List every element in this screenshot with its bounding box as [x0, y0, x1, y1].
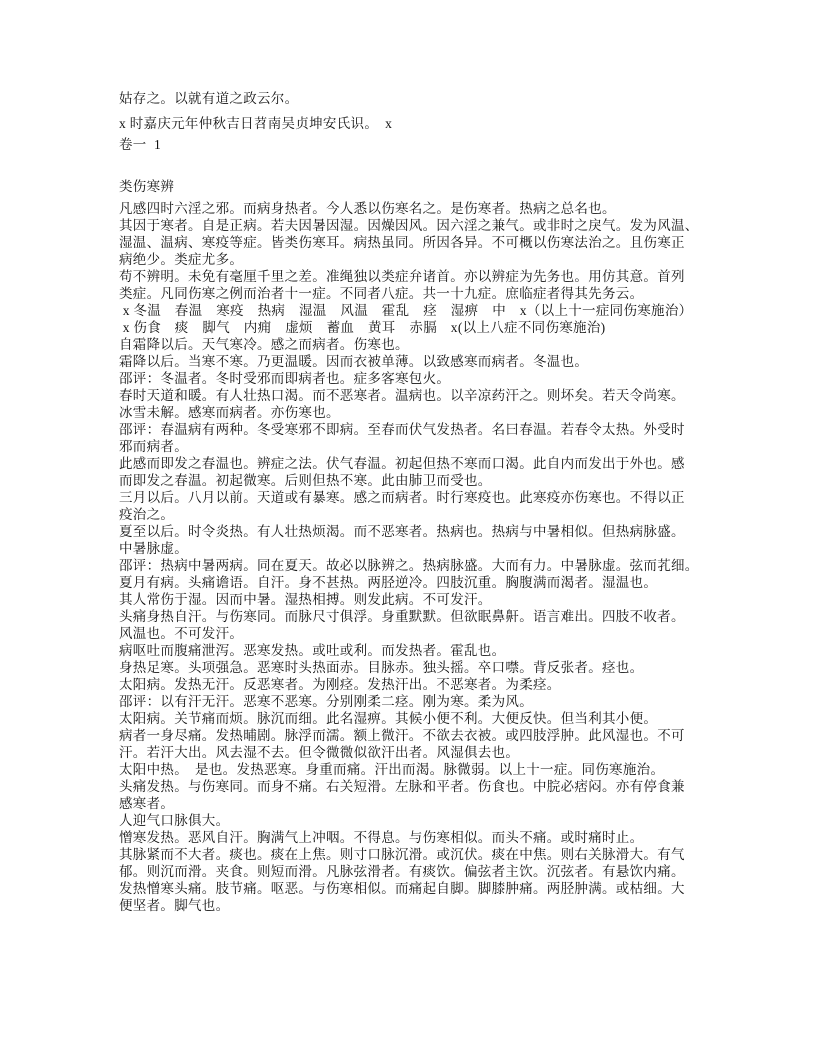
text-line: 邵评：以有汗无汗。恶寒不恶寒。分别刚柔二痉。刚为寒。柔为风。: [119, 694, 533, 709]
text-line: 病呕吐而腹痛泄泻。恶寒发热。或吐或利。而发热者。霍乱也。: [119, 643, 506, 658]
text-line: 类症。凡同伤寒之例而治者十一症。不同者八症。共一十九症。庶临症者得其先务云。: [119, 286, 644, 301]
text-line: 太阳病。发热无汗。反恶寒者。为刚痉。发热汗出。不恶寒者。为柔痉。: [119, 677, 561, 692]
volume-page-line: 卷一 1: [119, 137, 161, 152]
body-text: [119, 200, 711, 914]
text-line: 邵评：热病中暑两病。同在夏天。故必以脉辨之。热病脉盛。大而有力。中暑脉虚。弦而芤细。: [119, 558, 699, 573]
text-line: 凡感四时六淫之邪。而病身热者。今人悉以伤寒名之。是伤寒者。热病之总名也。: [119, 201, 616, 216]
preface-closing-line: 姑存之。以就有道之政云尔。: [119, 91, 299, 106]
text-line: x 伤食 痰 脚气 内痈 虚烦 蓄血 黄耳 赤膈 x(以上八症不同伤寒施治): [119, 320, 606, 335]
text-line: 湿温、温病、寒疫等症。皆类伤寒耳。病热虽同。所因各异。不可概以伤寒法治之。且伤寒正: [119, 235, 685, 250]
text-line: 人迎气口脉俱大。: [119, 813, 230, 828]
text-line: 春时天道和暖。有人壮热口渴。而不恶寒者。温病也。以辛凉药汗之。则坏矣。若天令尚寒。: [119, 388, 685, 403]
text-line: 汗。若汗大出。风去湿不去。但令微微似欲汗出者。风湿俱去也。: [119, 745, 520, 760]
text-line: 身热足寒。头项强急。恶寒时头热面赤。目脉赤。独头摇。卒口噤。背反张者。痉也。: [119, 660, 644, 675]
section-title: 类伤寒辨: [119, 179, 175, 194]
text-line: 霜降以后。当寒不寒。乃更温暖。因而衣被单薄。以致感寒而病者。冬温也。: [119, 354, 589, 369]
text-line: 自霜降以后。天气寒冷。感之而病者。伤寒也。: [119, 337, 409, 352]
text-line: 邪而病者。: [119, 439, 188, 454]
text-line: 头痛发热。与伤寒同。而身不痛。右关短滑。左脉和平者。伤食也。中脘必痞闷。亦有停食兼: [119, 779, 685, 794]
text-line: 头痛身热自汗。与伤寒同。而脉尺寸俱浮。身重默默。但欲眠鼻鼾。语言难出。四肢不收者。: [119, 609, 685, 624]
text-line: 夏至以后。时令炎热。有人壮热烦渴。而不恶寒者。热病也。热病与中暑相似。但热病脉盛。: [119, 524, 685, 539]
text-block: [119, 90, 711, 914]
text-line: 而即发之春温。初起微寒。后则但热不寒。此由肺卫而受也。: [119, 473, 492, 488]
text-line: 邵评：春温病有两种。冬受寒邪不即病。至春而伏气发热者。名曰春温。若春令太热。外受时: [119, 422, 685, 437]
text-line: 中暑脉虚。: [119, 541, 188, 556]
text-line: 其因于寒者。自是正病。若夫因暑因湿。因燥因风。因六淫之兼气。或非时之戾气。发为风温、: [119, 218, 699, 233]
text-line: 三月以后。八月以前。天道或有暴寒。感之而病者。时行寒疫也。此寒疫亦伤寒也。不得以正: [119, 490, 685, 505]
text-line: 病者一身尽痛。发热晡剧。脉浮而濡。额上微汗。不欲去衣被。或四肢浮肿。此风湿也。不可: [119, 728, 685, 743]
text-line: 其人常伤于湿。因而中暑。湿热相搏。则发此病。不可发汗。: [119, 592, 492, 607]
text-line: 感寒者。: [119, 796, 175, 811]
text-line: 郁。则沉而滑。夹食。则短而滑。凡脉弦滑者。有痰饮。偏弦者主饮。沉弦者。有悬饮内痛。: [119, 864, 685, 879]
text-line: 便坚者。脚气也。: [119, 898, 230, 913]
text-line: 风温也。不可发汗。: [119, 626, 244, 641]
text-line: 病绝少。类症尤多。: [119, 252, 244, 267]
text-line: x 冬温 春温 寒疫 热病 湿温 风温 霍乱 痉 湿痹 中 x（以上十一症同伤寒施治）: [119, 303, 693, 318]
text-line: 太阳中热。 是也。发热恶寒。身重而痛。汗出而渴。脉微弱。以上十一症。同伤寒施治。: [119, 762, 665, 777]
colophon-line: x 时嘉庆元年仲秋吉日苕南吴贞坤安氏识。 x: [119, 116, 393, 131]
text-line: 太阳病。关节痛而烦。脉沉而细。此名湿痹。其候小便不利。大便反快。但当利其小便。: [119, 711, 658, 726]
text-line: 邵评：冬温者。冬时受邪而即病者也。症多客寒包火。: [119, 371, 451, 386]
text-line: 夏月有病。头痛谵语。自汗。身不甚热。两胫逆冷。四肢沉重。胸腹满而渴者。湿温也。: [119, 575, 658, 590]
text-line: 发热憎寒头痛。肢节痛。呕恶。与伤寒相似。而痛起自脚。脚膝肿痛。两胫肿满。或枯细。大: [119, 881, 685, 896]
text-line: 此感而即发之春温也。辨症之法。伏气春温。初起但热不寒而口渴。此自内而发出于外也。感: [119, 456, 685, 471]
text-line: 冰雪未解。感寒而病者。亦伤寒也。: [119, 405, 340, 420]
text-line: 其脉紧而不大者。痰也。痰在上焦。则寸口脉沉滑。或沉伏。痰在中焦。则右关脉滑大。有气: [119, 847, 685, 862]
text-line: 苟不辨明。未免有毫厘千里之差。准绳独以类症弁诸首。亦以辨症为先务也。用仿其意。首列: [119, 269, 685, 284]
text-line: 疫治之。: [119, 507, 175, 522]
text-line: 憎寒发热。恶风自汗。胸满气上冲咽。不得息。与伤寒相似。而头不痛。或时痛时止。: [119, 830, 644, 845]
